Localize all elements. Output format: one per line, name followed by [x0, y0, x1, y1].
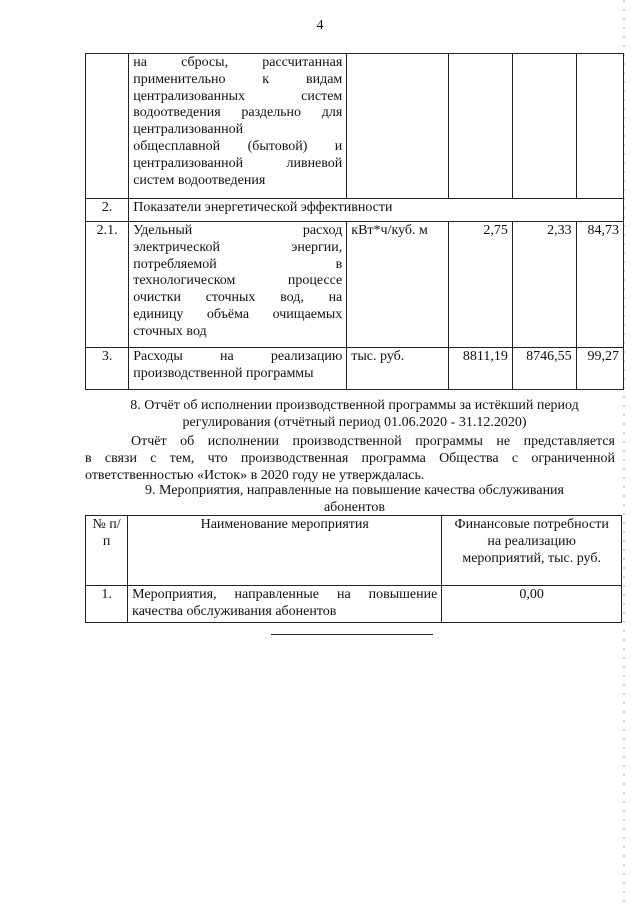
name-line: применительно к видам	[133, 71, 343, 87]
name-line: централизованной ливневой	[133, 155, 343, 171]
name-line: электрической энергии,	[133, 239, 343, 255]
row-number: 1.	[86, 586, 128, 623]
value-cell: 2,75	[449, 222, 513, 348]
heading-line: абонентов	[323, 500, 386, 515]
unit-cell: кВт*ч/куб. м	[347, 222, 449, 348]
heading-line: регулирования (отчётный период 01.06.2020 - 31.12.2020)	[182, 415, 527, 430]
body-line: ответственностью «Исток» в 2020 году не утверждалась.	[85, 468, 425, 483]
name-line: централизованной	[133, 122, 244, 138]
measures-table	[85, 515, 622, 623]
header-finance: Финансовые потребности на реализацию мероприятий, тыс. руб.	[442, 516, 622, 586]
name-line: технологическом процессе	[133, 273, 343, 289]
value-cell: 99,27	[576, 348, 623, 390]
measure-name: Мероприятия, направленные на повышение качества обслуживания абонентов	[128, 586, 442, 623]
table-row	[86, 222, 624, 348]
row-number: 2.	[86, 199, 129, 222]
value-cell: 8811,19	[449, 348, 513, 390]
page-number: 4	[316, 18, 324, 33]
row-number	[86, 54, 129, 199]
name-line: потребляемой в	[133, 256, 343, 272]
body-line: в связи с тем, что производственная программа Общества с ограниченной	[85, 451, 615, 466]
unit-cell	[347, 54, 449, 199]
table-row	[86, 586, 622, 623]
section-9-heading	[85, 482, 624, 516]
table-row	[86, 348, 624, 390]
indicators-table	[85, 53, 624, 390]
table-row	[86, 54, 624, 199]
name-line: производственной программы	[133, 365, 314, 381]
value-cell: 2,33	[512, 222, 576, 348]
name-line: на сбросы, рассчитанная	[133, 55, 343, 70]
value-cell: 84,73	[576, 222, 623, 348]
section-title: Показатели энергетической эффективности	[129, 199, 624, 222]
value-cell	[512, 54, 576, 199]
name-line: централизованных систем	[133, 88, 343, 104]
row-number: 2.1.	[86, 222, 129, 348]
indicator-name	[129, 222, 347, 348]
body-line: Отчёт об исполнении производственной программы не представляется	[131, 434, 615, 449]
heading-line: 8. Отчёт об исполнении производственной программы за истёкший период	[130, 398, 579, 413]
name-line: общесплавной (бытовой) и	[133, 138, 343, 154]
header-name: Наименование мероприятия	[128, 516, 442, 586]
value-cell	[576, 54, 623, 199]
value-cell: 8746,55	[512, 348, 576, 390]
section-8-body	[85, 433, 615, 484]
header-number: № п/п	[86, 516, 128, 586]
table-header-row	[86, 516, 622, 586]
name-line: сточных вод	[133, 323, 207, 339]
indicator-name	[129, 54, 347, 199]
row-number: 3.	[86, 348, 129, 390]
name-line: очистки сточных вод, на	[133, 290, 343, 306]
value-cell	[449, 54, 513, 199]
table-row	[86, 199, 624, 222]
name-line: систем водоотведения	[133, 172, 266, 188]
heading-line: 9. Мероприятия, направленные на повышение качества обслуживания	[144, 483, 564, 498]
name-line: единицу объёма очищаемых	[133, 306, 343, 322]
footer-divider	[271, 634, 433, 635]
section-8-heading	[85, 397, 624, 431]
finance-value: 0,00	[442, 586, 622, 623]
name-line: Расходы на реализацию	[133, 349, 343, 364]
unit-cell: тыс. руб.	[347, 348, 449, 390]
indicator-name	[129, 348, 347, 390]
name-line: Удельный расход	[133, 223, 343, 238]
name-line: водоотведения раздельно для	[133, 105, 343, 121]
